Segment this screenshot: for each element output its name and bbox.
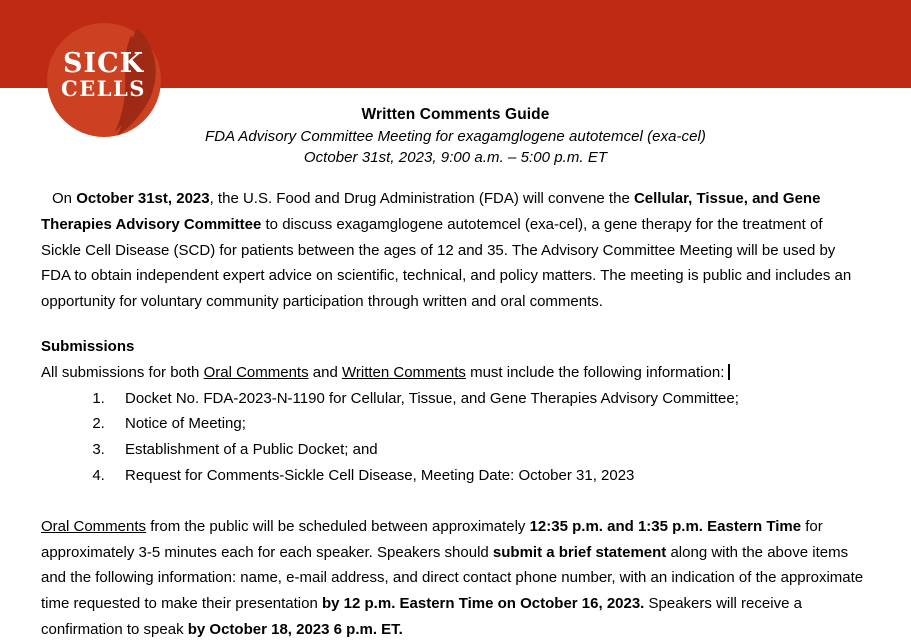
submissions-lead-paragraph [41,360,864,386]
intro-bold-committee: Cellular, Tissue, and Gene Therapies Advisory Committee [41,190,821,233]
oral-bold-timewindow: 12:35 p.m. and 1:35 p.m. Eastern Time [529,517,802,535]
link-oral-comments-2[interactable]: Oral Comments [41,517,147,535]
text-cursor-caret [728,364,730,380]
intro-paragraph [41,186,864,315]
document-body [41,186,864,643]
list-item: 4. Request for Comments-Sickle Cell Disease, Meeting Date: October 31, 2023 [109,463,864,489]
oral-bold-deadline: by 12 p.m. Eastern Time on October 16, 2023. [322,595,645,613]
oral-text-2: for approximately 3-5 minutes each for each speaker. Speakers should [41,517,823,561]
oral-bold-statement: submit a brief statement [492,543,667,561]
list-item: 2. Notice of Meeting; [109,411,864,437]
submissions-text-3: must include the following information: [465,363,725,381]
spacer [41,489,864,514]
intro-bold-date: October 31st, 2023 [76,190,210,207]
submissions-text-1: All submissions for both [41,363,204,381]
link-written-comments[interactable]: Written Comments [341,363,466,381]
oral-text-3: along with the above items and the following information: name, e-mail address, and direct contact phone number, with an indication of the approximate time requested to make their presentation [41,543,864,613]
page-title: Written Comments Guide [361,106,550,123]
sick-cells-logo-icon [45,22,163,140]
oral-text-1: from the public will be scheduled between approximately [146,517,530,535]
logo-text-sick: SICK [63,48,145,79]
section-heading-submissions: Submissions [41,337,135,355]
submissions-text-2: and [308,363,342,381]
spacer [41,315,864,334]
submissions-requirements-list [41,386,864,489]
oral-bold-confirmation: by October 18, 2023 6 p.m. ET. [187,620,403,638]
list-item: 3. Establishment of a Public Docket; and [109,437,864,463]
intro-text-2: , the U.S. Food and Drug Administration (FDA) will convene the [209,190,634,207]
list-item: 1. Docket No. FDA-2023-N-1190 for Cellular, Tissue, and Gene Therapies Advisory Committee; [109,386,864,412]
oral-text-4: Speakers will receive a confirmation to speak [41,595,802,638]
link-oral-comments[interactable]: Oral Comments [203,363,309,381]
logo-text-cells: CELLS [61,76,146,101]
oral-comments-paragraph [41,514,864,643]
document-subtitle-meeting: FDA Advisory Committee Meeting for exagamglogene autotemcel (exa-cel) [205,128,706,145]
document-subtitle-datetime: October 31st, 2023, 9:00 a.m. – 5:00 p.m. ET [303,149,608,167]
intro-text-3: to discuss exagamglogene autotemcel (exa-cel), a gene therapy for the treatment of Sickle Cell Disease (SCD) for patients between the ages of 12 and 35. The Advisory Committee Meeting will be used by FDA to obtain independent expert advice on scientific, technical, and policy matters. The meeting is public and includes an opportunity for voluntary community participation through written and oral comments. [41,215,852,311]
intro-text-1: On [52,190,77,207]
sick-cells-logo [45,22,163,140]
